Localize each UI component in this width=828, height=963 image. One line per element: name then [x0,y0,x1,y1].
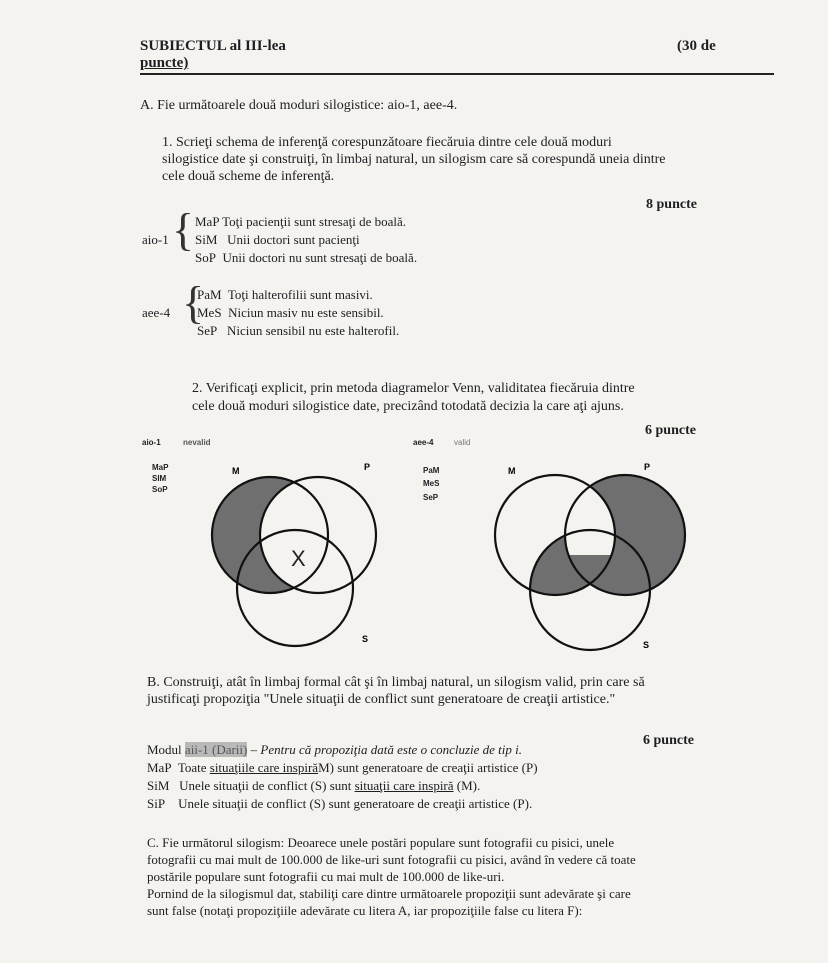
q2-line-2: cele două moduri silogistice date, precizând totodată decizia la care aţi ajuns. [192,399,624,414]
venn-left-x-mark: X [291,546,306,571]
venn-left-label-s: S [362,634,369,644]
part-a-intro: A. Fie următoarele două moduri silogistice: aio-1, aee-4. [140,98,458,113]
aee4-label: aee-4 [142,305,171,320]
part-c-line-1: C. Fie următorul silogism: Deoarece unele postări populare sunt fotografii cu pisici, unele [147,835,615,850]
venn-left-diagram [190,450,430,670]
venn-right-premise-1: PaM [423,466,440,475]
part-b-mode-line: Modul aii-1 (Darii) – Pentru că propoziţia dată este o concluzie de tip i. [147,742,523,757]
part-c-line-5: sunt false (notaţi propoziţiile adevărate cu litera A, iar propoziţiile false cu litera F): [147,903,583,918]
q2-points: 6 puncte [645,423,696,438]
venn-left-title: aio-1 [142,438,161,447]
aio1-line-1: MaP Toţi pacienţii sunt stresaţi de boală. [195,214,407,229]
aio1-label: aio-1 [142,232,169,247]
aee4-line-2: MeS Niciun masiv nu este sensibil. [197,305,384,320]
venn-left-premise-3: SoP [152,485,168,494]
venn-right-diagram [470,450,710,670]
venn-right-label-p: P [644,462,651,472]
aio1-brace: { [172,204,195,255]
venn-right-verdict: valid [454,438,471,447]
venn-left-label-p: P [364,462,371,472]
q1-points: 8 puncte [646,197,697,212]
venn-right-premise-3: SeP [423,493,439,502]
part-b-sim-line: SiM Unele situaţii de conflict (S) sunt situaţii care inspiră (M). [147,778,481,793]
venn-left-premise-1: MaP [152,463,169,472]
aio1-line-2: SiM Unii doctori sunt pacienţi [195,232,360,247]
part-b-map-line: MaP Toate situaţiile care inspirăM) sunt generatoare de creaţii artistice (P) [147,760,538,775]
part-b-line-1: B. Construiţi, atât în limbaj formal cât şi în limbaj natural, un silogism valid, prin care să [147,675,645,690]
part-b-mode-highlight: aii-1 (Darii) [184,742,248,757]
subject-title: SUBIECTUL al III-lea [140,38,286,54]
q2-line-1: 2. Verificaţi explicit, prin metoda diagramelor Venn, validitatea fiecăruia dintre [192,381,635,396]
aee4-line-3: SeP Niciun sensibil nu este halterofil. [197,323,400,338]
aio1-line-3: SoP Unii doctori nu sunt stresaţi de boală. [195,250,418,265]
subject-points-cont: puncte) [140,55,189,71]
subject-points: (30 de [677,38,716,54]
header-rule [140,73,774,75]
venn-right-premise-2: MeS [423,479,440,488]
venn-right-label-m: M [508,466,516,476]
venn-left-verdict: nevalid [183,438,211,447]
aee4-brace: { [182,277,205,328]
venn-right-label-s: S [643,640,650,650]
venn-right-title: aee-4 [413,438,434,447]
part-b-points: 6 puncte [643,733,694,748]
part-b-line-2: justificaţi propoziţia "Unele situaţii de conflict sunt generatoare de creaţii artistice." [147,692,616,707]
aee4-line-1: PaM Toţi halterofilii sunt masivi. [197,287,373,302]
part-c-line-3: postările populare sunt fotografii cu mai mult de 100.000 de like-uri. [147,869,505,884]
part-c-line-4: Pornind de la silogismul dat, stabiliţi care dintre următoarele propoziţii sunt adevărate şi care [147,886,631,901]
q1-line-1: 1. Scrieţi schema de inferenţă corespunzătoare fiecăruia dintre cele două moduri [162,135,612,150]
venn-left-label-m: M [232,466,240,476]
q1-line-2: silogistice date şi construiţi, în limbaj natural, un silogism care să corespundă uneia dintre [162,152,666,167]
q1-line-3: cele două scheme de inferenţă. [162,169,335,184]
part-c-line-2: fotografii cu mai mult de 100.000 de like-uri sunt fotografii cu pisici, având în vedere că toate [147,852,636,867]
part-b-sip-line: SiP Unele situaţii de conflict (S) sunt generatoare de creaţii artistice (P). [147,796,533,811]
venn-left-premise-2: SIM [152,474,167,483]
